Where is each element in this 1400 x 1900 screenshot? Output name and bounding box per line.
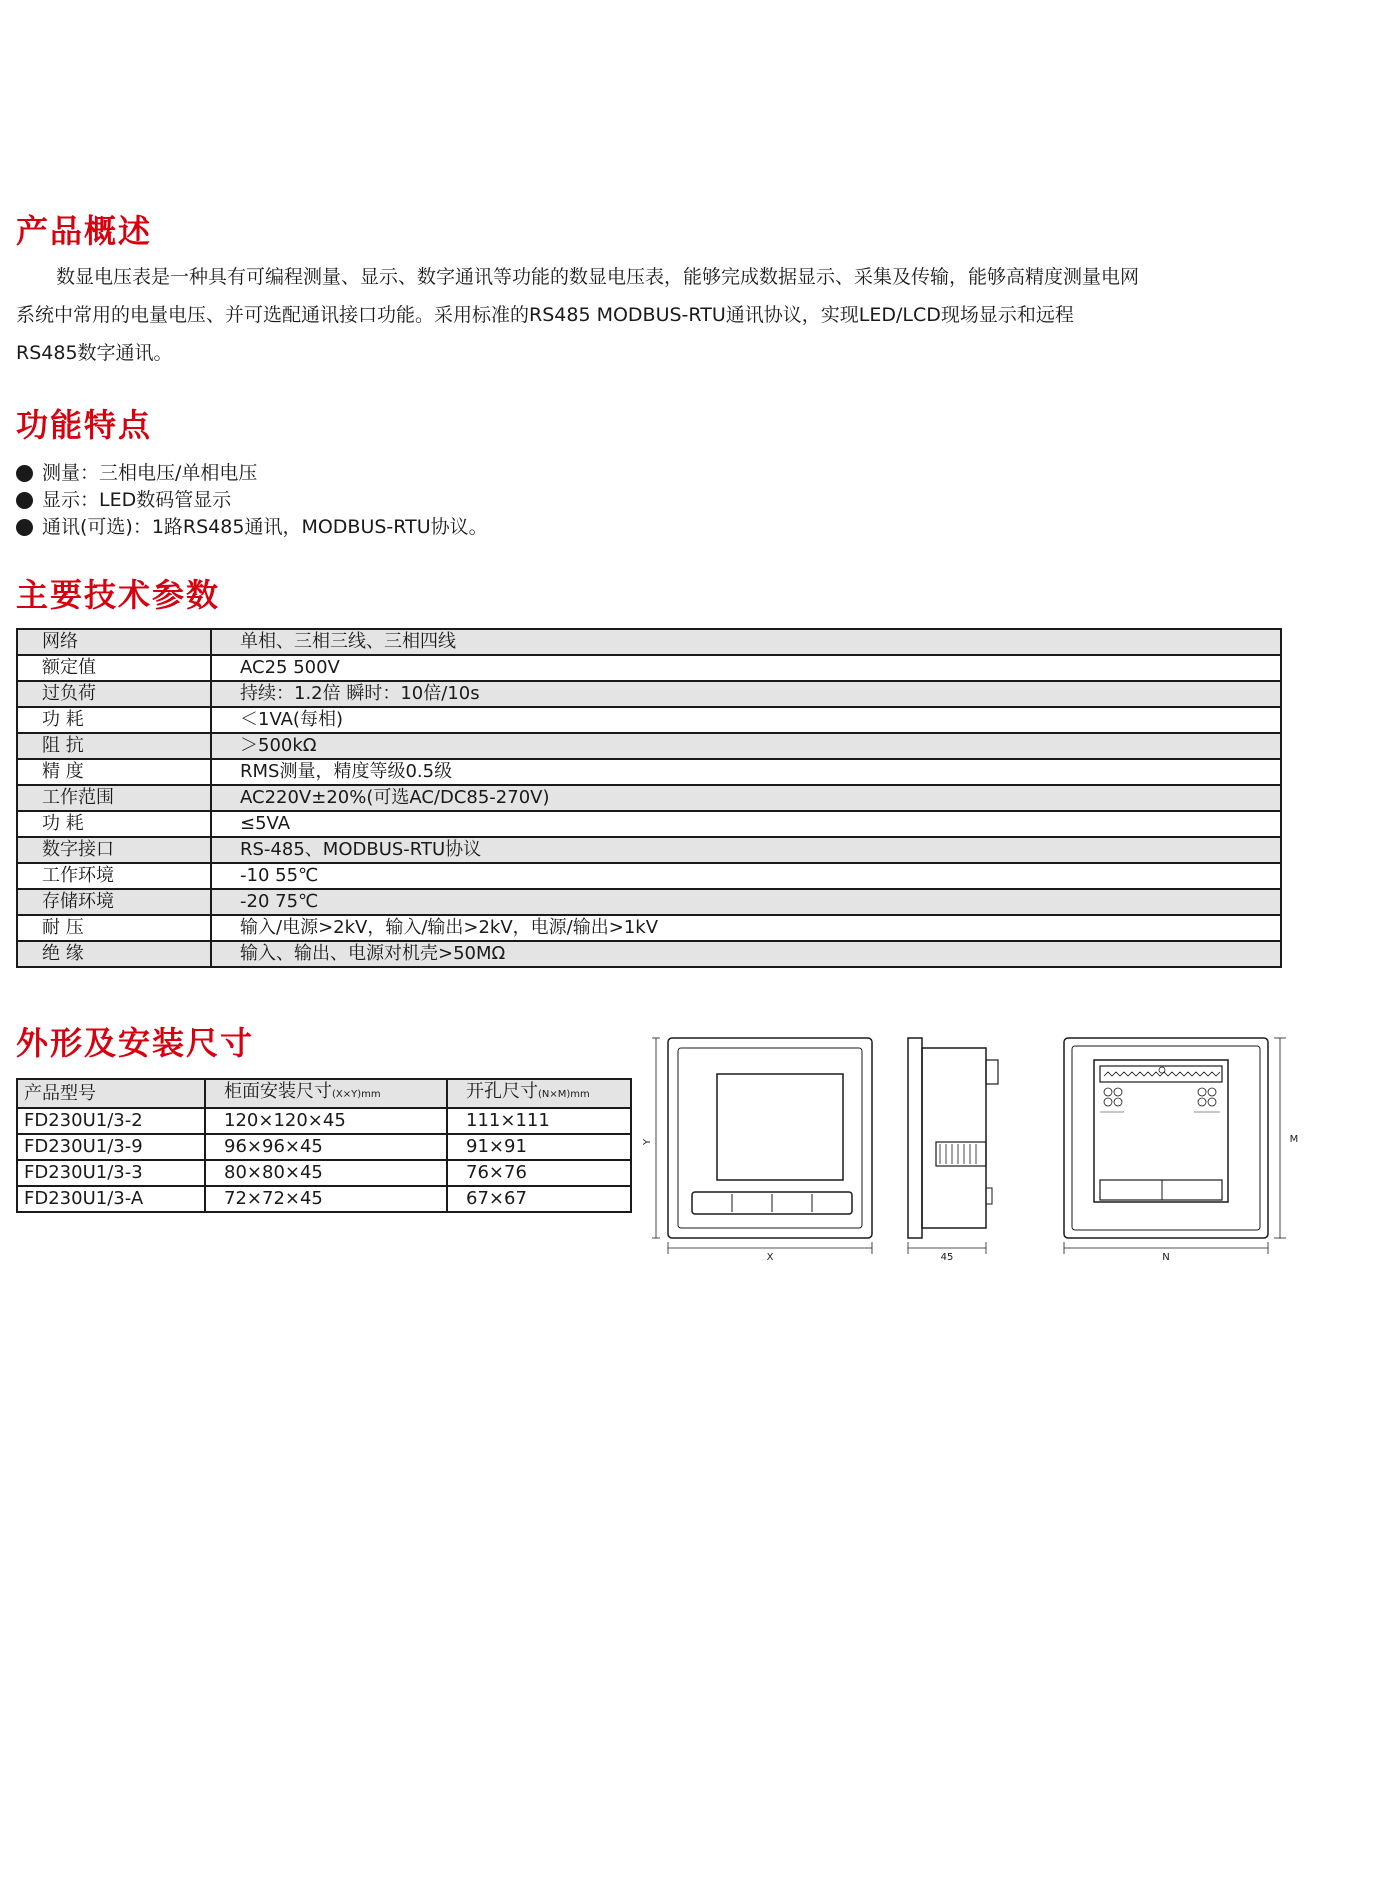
front-bezel [668,1038,872,1238]
side-clip [936,1142,986,1166]
param-value: 输入、输出、电源对机壳>50MΩ [211,941,1281,967]
param-value: 单相、三相三线、三相四线 [211,629,1281,655]
header-model: 产品型号 [17,1079,205,1108]
header-panel-unit: (X×Y)mm [332,1089,381,1100]
bullet-icon [16,519,33,536]
feature-text: 显示：LED数码管显示 [42,489,232,511]
side-bezel [908,1038,922,1238]
param-key: 精 度 [17,759,211,785]
table-row [17,655,1281,681]
param-value: 持续：1.2倍 瞬时：10倍/10s [211,681,1281,707]
params-table [16,628,1282,968]
rear-connector-icon [1198,1098,1206,1106]
bullet-icon [16,492,33,509]
param-key: 功 耗 [17,811,211,837]
feature-item [16,460,488,487]
param-value: RS-485、MODBUS-RTU协议 [211,837,1281,863]
front-view [652,1038,872,1254]
table-row [17,707,1281,733]
panel-cell: 72×72×45 [205,1186,447,1212]
feature-item [16,514,488,541]
table-row [17,681,1281,707]
panel-cell: 120×120×45 [205,1108,447,1134]
table-row [17,915,1281,941]
rear-connector-icon [1104,1098,1112,1106]
side-body [922,1048,986,1228]
feature-item [16,487,488,514]
header-cutout-unit: (N×M)mm [538,1089,590,1100]
model-cell: FD230U1/3-A [17,1186,205,1212]
param-value: ＞500kΩ [211,733,1281,759]
dimension-diagram [642,1030,1330,1263]
rear-connector-icon [1114,1088,1122,1096]
param-key: 网络 [17,629,211,655]
table-row [17,941,1281,967]
rear-view [1064,1038,1286,1254]
models-table [16,1078,632,1213]
table-row [17,629,1281,655]
rear-body [1094,1060,1228,1202]
param-key: 绝 缘 [17,941,211,967]
display-window [717,1074,843,1180]
header-panel-label: 柜面安装尺寸 [224,1081,332,1102]
param-value: ＜1VA(每相) [211,707,1281,733]
table-row [17,863,1281,889]
param-key: 阻 抗 [17,733,211,759]
model-cell: FD230U1/3-9 [17,1134,205,1160]
side-tab [986,1188,992,1204]
param-value: AC220V±20%(可选AC/DC85-270V) [211,785,1281,811]
table-row [17,889,1281,915]
panel-cell: 96×96×45 [205,1134,447,1160]
dimensions-title: 外形及安装尺寸 [16,1024,255,1062]
terminal-screw-icon [1159,1067,1165,1073]
overview-line-2: 系统中常用的电量电压、并可选配通讯接口功能。采用标准的RS485 MODBUS-RTU通讯协议，实现LED/LCD现场显示和远程 [16,304,1074,326]
side-terminal [986,1060,998,1084]
side-view [908,1038,998,1254]
cutout-cell: 91×91 [447,1134,631,1160]
overview-line-3: RS485数字通讯。 [16,342,173,364]
param-value: -20 75℃ [211,889,1281,915]
cutout-cell: 67×67 [447,1186,631,1212]
header-cutout [447,1079,631,1108]
label-n: N [1162,1252,1170,1263]
label-x: X [766,1252,774,1263]
rear-connector-icon [1104,1088,1112,1096]
overview-paragraph [16,258,1286,372]
model-cell: FD230U1/3-3 [17,1160,205,1186]
table-header-row [17,1079,631,1108]
table-row [17,759,1281,785]
param-key: 过负荷 [17,681,211,707]
table-row [17,1134,631,1160]
param-key: 耐 压 [17,915,211,941]
header-cutout-label: 开孔尺寸 [466,1081,538,1102]
overview-title: 产品概述 [16,212,153,250]
rear-bottom-slot [1100,1180,1222,1200]
param-key: 功 耗 [17,707,211,733]
table-row [17,811,1281,837]
rear-connector-icon [1208,1098,1216,1106]
param-key: 工作范围 [17,785,211,811]
panel-cell: 80×80×45 [205,1160,447,1186]
cutout-cell: 111×111 [447,1108,631,1134]
rear-connector-icon [1198,1088,1206,1096]
features-list [16,460,488,541]
cutout-cell: 76×76 [447,1160,631,1186]
param-value: 输入/电源>2kV，输入/输出>2kV，电源/输出>1kV [211,915,1281,941]
param-value: RMS测量，精度等级0.5级 [211,759,1281,785]
feature-text: 测量：三相电压/单相电压 [42,462,258,484]
table-row [17,733,1281,759]
rear-connector-icon [1208,1088,1216,1096]
table-row [17,1108,631,1134]
features-title: 功能特点 [16,406,153,444]
param-value: -10 55℃ [211,863,1281,889]
table-row [17,1160,631,1186]
header-panel [205,1079,447,1108]
param-value: ≤5VA [211,811,1281,837]
param-key: 工作环境 [17,863,211,889]
param-key: 数字接口 [17,837,211,863]
label-y: Y [642,1138,653,1146]
params-title: 主要技术参数 [16,576,221,614]
feature-text: 通讯(可选)：1路RS485通讯，MODBUS-RTU协议。 [42,516,488,538]
label-m: M [1289,1134,1299,1145]
table-row [17,837,1281,863]
param-value: AC25 500V [211,655,1281,681]
param-key: 额定值 [17,655,211,681]
terminal-screws [1104,1072,1220,1076]
param-key: 存储环境 [17,889,211,915]
rear-connector-icon [1114,1098,1122,1106]
bullet-icon [16,465,33,482]
model-cell: FD230U1/3-2 [17,1108,205,1134]
label-depth: 45 [940,1252,954,1263]
table-row [17,1186,631,1212]
overview-line-1: 数显电压表是一种具有可编程测量、显示、数字通讯等功能的数显电压表，能够完成数据显示、采集及传输，能够高精度测量电网 [56,266,1140,288]
table-row [17,785,1281,811]
front-inner-frame [678,1048,862,1228]
